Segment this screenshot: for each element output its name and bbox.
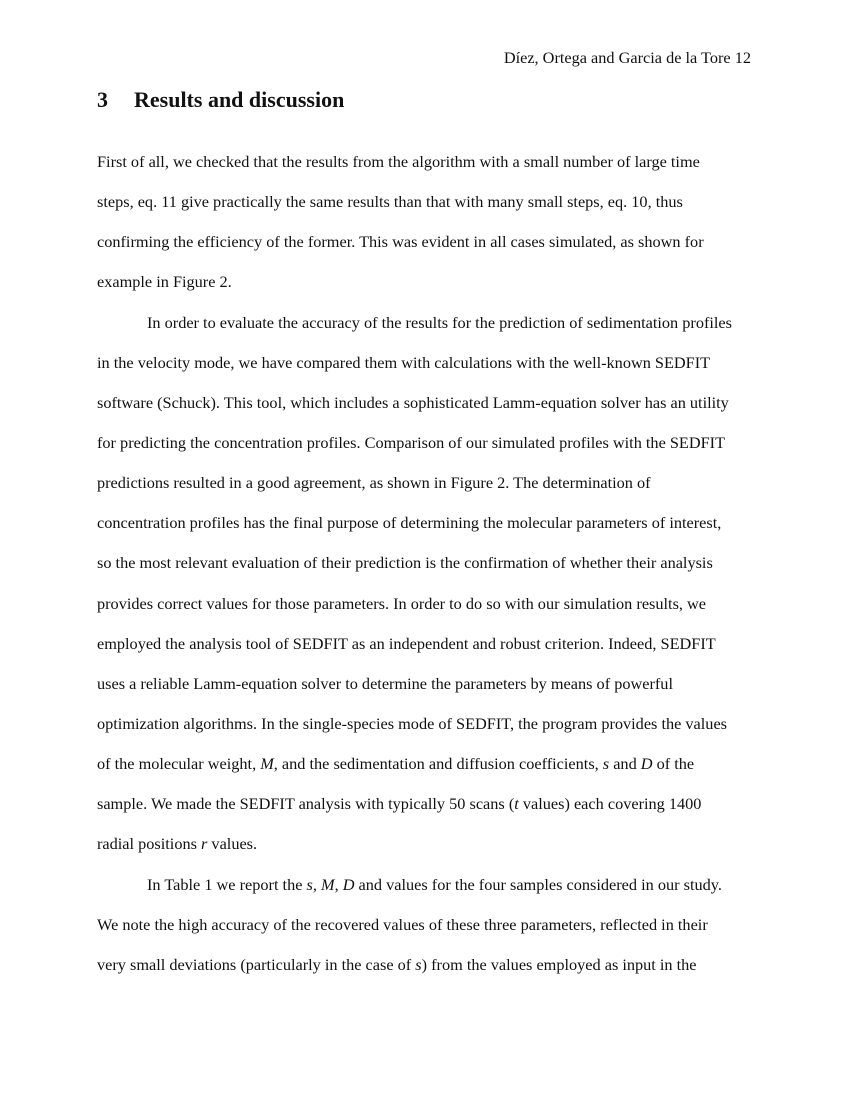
math-variable: r: [201, 834, 208, 854]
text-run: very small deviations (particularly in the case of: [97, 954, 416, 974]
text-run: in the velocity mode, we have compared them with calculations with the well-known SEDFIT: [97, 352, 711, 372]
text-run: In Table 1 we report the: [147, 874, 307, 894]
text-run: , and the sedimentation and diffusion coefficients,: [273, 754, 603, 774]
text-line: [97, 905, 787, 945]
text-line: [97, 784, 787, 824]
text-run: In order to evaluate the accuracy of the results for the prediction of sedimentation profiles: [147, 312, 732, 332]
text-line: [97, 584, 787, 624]
text-line: [97, 945, 787, 985]
text-line: [97, 383, 787, 423]
text-run: and values for the four samples considered in our study.: [354, 874, 722, 894]
text-run: optimization algorithms. In the single-species mode of SEDFIT, the program provides the values: [97, 713, 728, 733]
text-line: [97, 543, 787, 583]
running-header: Díez, Ortega and Garcia de la Tore 12: [503, 48, 751, 67]
text-run: so the most relevant evaluation of their prediction is the confirmation of whether their analysis: [97, 553, 713, 573]
text-run: software (Schuck). This tool, which includes a sophisticated Lamm-equation solver has an utility: [97, 392, 729, 412]
text-run: confirming the efficiency of the former. This was evident in all cases simulated, as shown for: [97, 232, 704, 252]
text-line: [97, 744, 787, 784]
text-run: example in Figure 2.: [97, 272, 232, 292]
text-line: [97, 262, 787, 302]
text-run: concentration profiles has the final purpose of determining the molecular parameters of interest,: [97, 513, 722, 533]
text-line: [97, 824, 787, 864]
text-run: uses a reliable Lamm-equation solver to determine the parameters by means of powerful: [97, 673, 673, 693]
text-line: [97, 423, 787, 463]
text-run: employed the analysis tool of SEDFIT as an independent and robust criterion. Indeed, SEDFIT: [97, 633, 716, 653]
text-run: radial positions: [97, 834, 202, 854]
text-run: values.: [207, 834, 258, 854]
text-run: sample. We made the SEDFIT analysis with typically 50 scans (: [97, 794, 515, 814]
text-line: [97, 463, 787, 503]
text-line: [97, 182, 787, 222]
section-title: Results and discussion: [134, 87, 345, 112]
math-variable: M: [321, 874, 335, 894]
text-run: values) each covering 1400: [518, 794, 702, 814]
text-run: and: [609, 754, 641, 774]
text-run: for predicting the concentration profiles. Comparison of our simulated profiles with the SEDFIT: [97, 432, 726, 452]
section-number: 3: [97, 87, 108, 112]
text-line: [97, 664, 787, 704]
text-run: We note the high accuracy of the recovered values of these three parameters, reflected in their: [97, 914, 708, 934]
math-variable: s: [306, 874, 313, 894]
math-variable: t: [514, 794, 519, 814]
text-run: predictions resulted in a good agreement, as shown in Figure 2. The determination of: [97, 473, 651, 493]
text-run: First of all, we checked that the results from the algorithm with a small number of large time: [97, 152, 700, 171]
text-line: [97, 624, 787, 664]
text-line: [97, 503, 787, 543]
text-line: [97, 865, 787, 905]
text-run: ,: [312, 874, 321, 894]
text-line: [97, 343, 787, 383]
math-variable: s: [415, 954, 422, 974]
text-line: [97, 142, 787, 182]
text-run: of the: [652, 754, 695, 774]
section-heading: [97, 86, 344, 114]
math-variable: s: [602, 754, 610, 774]
math-variable: D: [640, 754, 653, 774]
body-text: [97, 142, 787, 985]
text-line: [97, 704, 787, 744]
text-run: ,: [334, 874, 343, 894]
text-run: ) from the values employed as input in the: [421, 954, 697, 974]
math-variable: M: [260, 754, 274, 774]
text-run: provides correct values for those parameters. In order to do so with our simulation results, we: [97, 593, 707, 613]
text-run: of the molecular weight,: [97, 754, 261, 774]
text-run: steps, eq. 11 give practically the same results than that with many small steps, eq. 10, thus: [97, 192, 683, 212]
text-line: [97, 303, 787, 343]
text-line: [97, 222, 787, 262]
math-variable: D: [342, 874, 355, 894]
